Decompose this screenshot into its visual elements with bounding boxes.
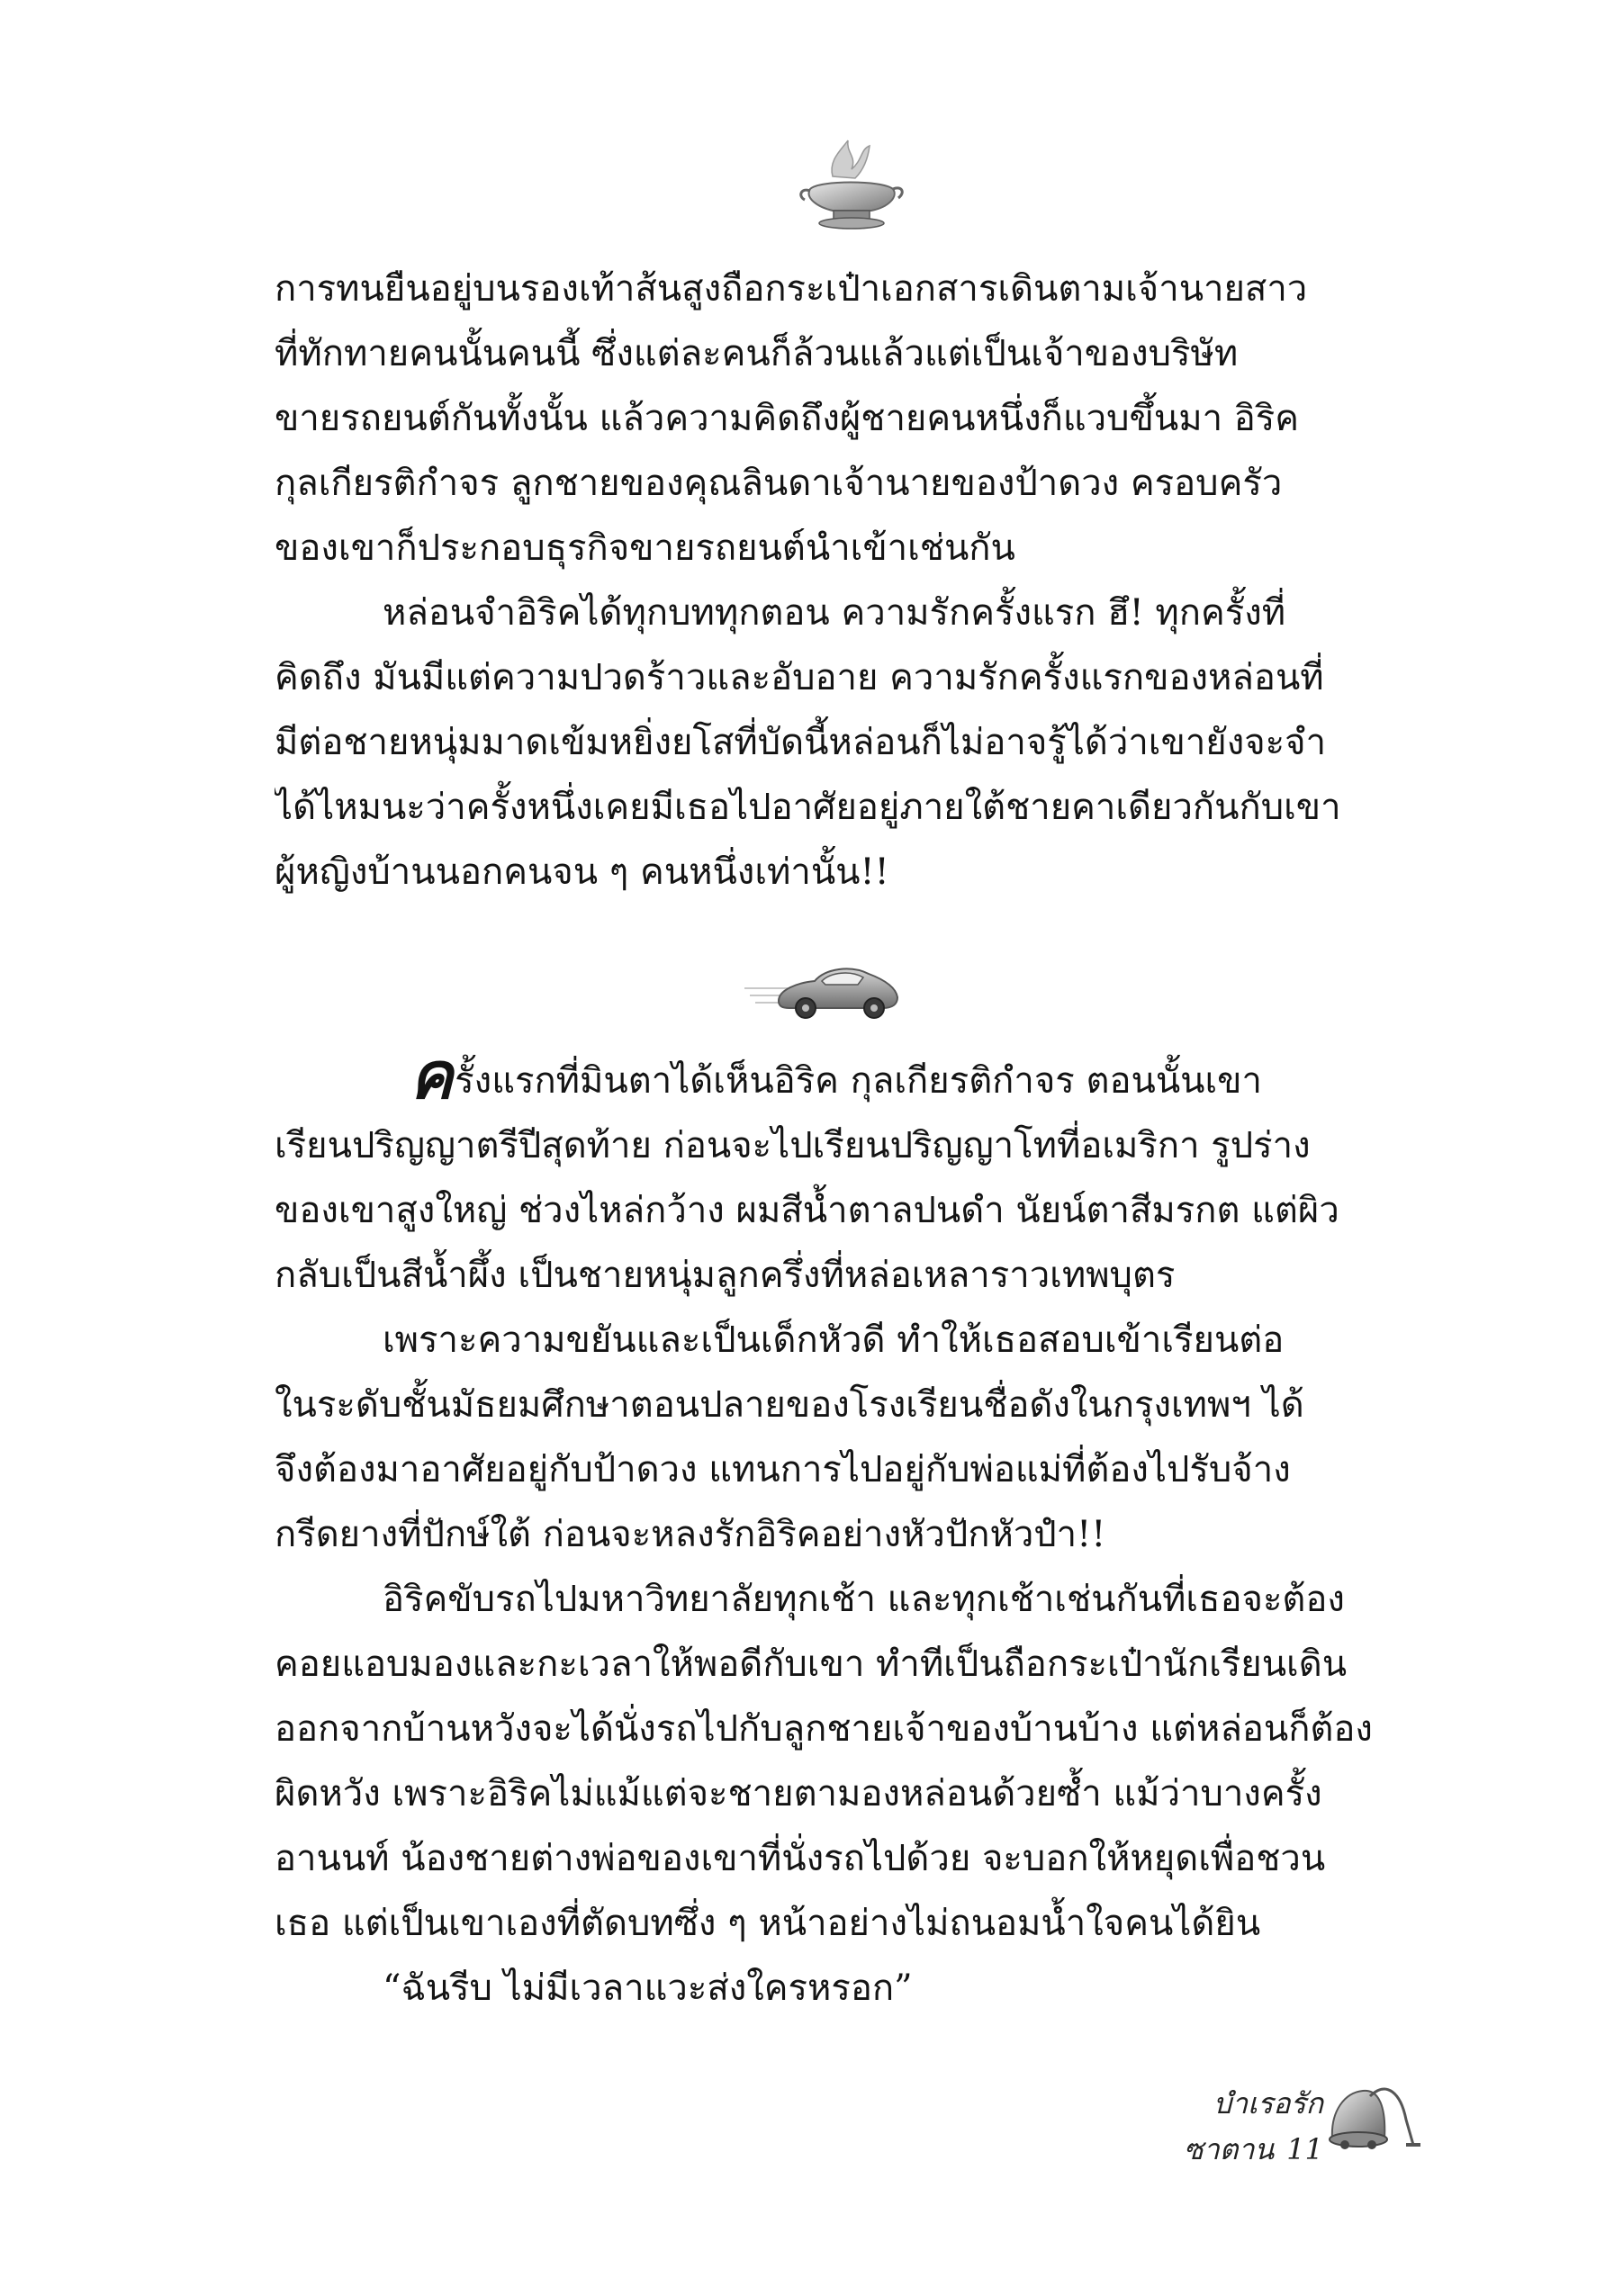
car-icon	[743, 952, 905, 1024]
text-line: “ฉันรีบ ไม่มีเวลาแวะส่งใครหรอก”	[383, 1967, 913, 2009]
drop-cap: ค	[410, 1038, 454, 1113]
text-line: จึงต้องมาอาศัยอยู่กับป้าดวง แทนการไปอยู่กับพ่อแม่ที่ต้องไปรับจ้าง	[275, 1449, 1291, 1490]
text-line: เธอ แต่เป็นเขาเองที่ตัดบทซึ่ง ๆ หน้าอย่างไม่ถนอมน้ำใจคนได้ยิน	[275, 1903, 1261, 1944]
text-line: ที่ทักทายคนนั้นคนนี้ ซึ่งแต่ละคนก็ล้วนแล้วแต่เป็นเจ้าของบริษัท	[275, 333, 1239, 374]
paragraph-section-2	[275, 1038, 1418, 2021]
oil-lamp-icon	[792, 133, 909, 232]
text-line: ออกจากบ้านหวังจะได้นั่งรถไปกับลูกชายเจ้าของบ้านบ้าง แต่หล่อนก็ต้อง	[275, 1708, 1373, 1750]
text-line: รั้งแรกที่มินตาได้เห็นอิริค กุลเกียรติกำจร ตอนนั้นเขา	[455, 1060, 1262, 1102]
text-line: ของเขาก็ประกอบธุรกิจขายรถยนต์นำเข้าเช่นกัน	[275, 527, 1015, 569]
text-line: หล่อนจำอิริคได้ทุกบททุกตอน ความรักครั้งแรก ฮึ! ทุกครั้งที่	[383, 592, 1286, 634]
chapter-opening-line	[275, 1038, 1418, 1113]
text-line: กุลเกียรติกำจร ลูกชายของคุณลินดาเจ้านายของป้าดวง ครอบครัว	[275, 463, 1283, 504]
text-line: กรีดยางที่ปักษ์ใต้ ก่อนจะหลงรักอิริคอย่างหัวปักหัวปำ!!	[275, 1514, 1106, 1555]
text-line: ในระดับชั้นมัธยมศึกษาตอนปลายของโรงเรียนชื่อดังในกรุงเทพฯ ได้	[275, 1384, 1304, 1426]
text-line: เพราะความขยันและเป็นเด็กหัวดี ทำให้เธอสอบเข้าเรียนต่อ	[383, 1319, 1285, 1361]
text-line: ผู้หญิงบ้านนอกคนจน ๆ คนหนึ่งเท่านั้น!!	[275, 851, 889, 893]
text-line: กลับเป็นสีน้ำผึ้ง เป็นชายหนุ่มลูกครึ่งที่หล่อเหลาราวเทพบุตร	[275, 1255, 1176, 1296]
text-line: คิดถึง มันมีแต่ความปวดร้าวและอับอาย ความรักครั้งแรกของหล่อนที่	[275, 657, 1324, 698]
text-line: ได้ไหมนะว่าครั้งหนึ่งเคยมีเธอไปอาศัยอยู่ภายใต้ชายคาเดียวกันกับเขา	[275, 787, 1341, 828]
paragraph-section-1	[275, 257, 1418, 905]
text-line: ขายรถยนต์กันทั้งนั้น แล้วความคิดถึงผู้ชายคนหนึ่งก็แวบขึ้นมา อิริค	[275, 398, 1300, 439]
vacuum-cleaner-icon	[1323, 2057, 1422, 2156]
text-line: การทนยืนอยู่บนรองเท้าส้นสูงถือกระเป๋าเอกสารเดินตามเจ้านายสาว	[275, 268, 1308, 310]
text-line: ของเขาสูงใหญ่ ช่วงไหล่กว้าง ผมสีน้ำตาลปนดำ นัยน์ตาสีมรกต แต่ผิว	[275, 1190, 1339, 1231]
text-line: มีต่อชายหนุ่มมาดเข้มหยิ่งยโสที่บัดนี้หล่อนก็ไม่อาจรู้ได้ว่าเขายังจะจำ	[275, 722, 1327, 763]
text-line: อานนท์ น้องชายต่างพ่อของเขาที่นั่งรถไปด้วย จะบอกให้หยุดเพื่อชวน	[275, 1838, 1326, 1879]
text-line: อิริคขับรถไปมหาวิทยาลัยทุกเช้า และทุกเช้าเช่นกันที่เธอจะต้อง	[383, 1579, 1345, 1620]
text-line: คอยแอบมองและกะเวลาให้พอดีกับเขา ทำทีเป็นถือกระเป๋านักเรียนเดิน	[275, 1643, 1348, 1685]
text-line: ผิดหวัง เพราะอิริคไม่แม้แต่จะชายตามองหล่อนด้วยซ้ำ แม้ว่าบางครั้ง	[275, 1773, 1322, 1814]
book-title: บำเรอรักซาตาน	[1183, 2086, 1323, 2166]
page-footer	[1080, 2081, 1323, 2173]
text-line: เรียนปริญญาตรีปีสุดท้าย ก่อนจะไปเรียนปริญญาโทที่อเมริกา รูปร่าง	[275, 1125, 1311, 1166]
page-number: 11	[1286, 2132, 1323, 2166]
